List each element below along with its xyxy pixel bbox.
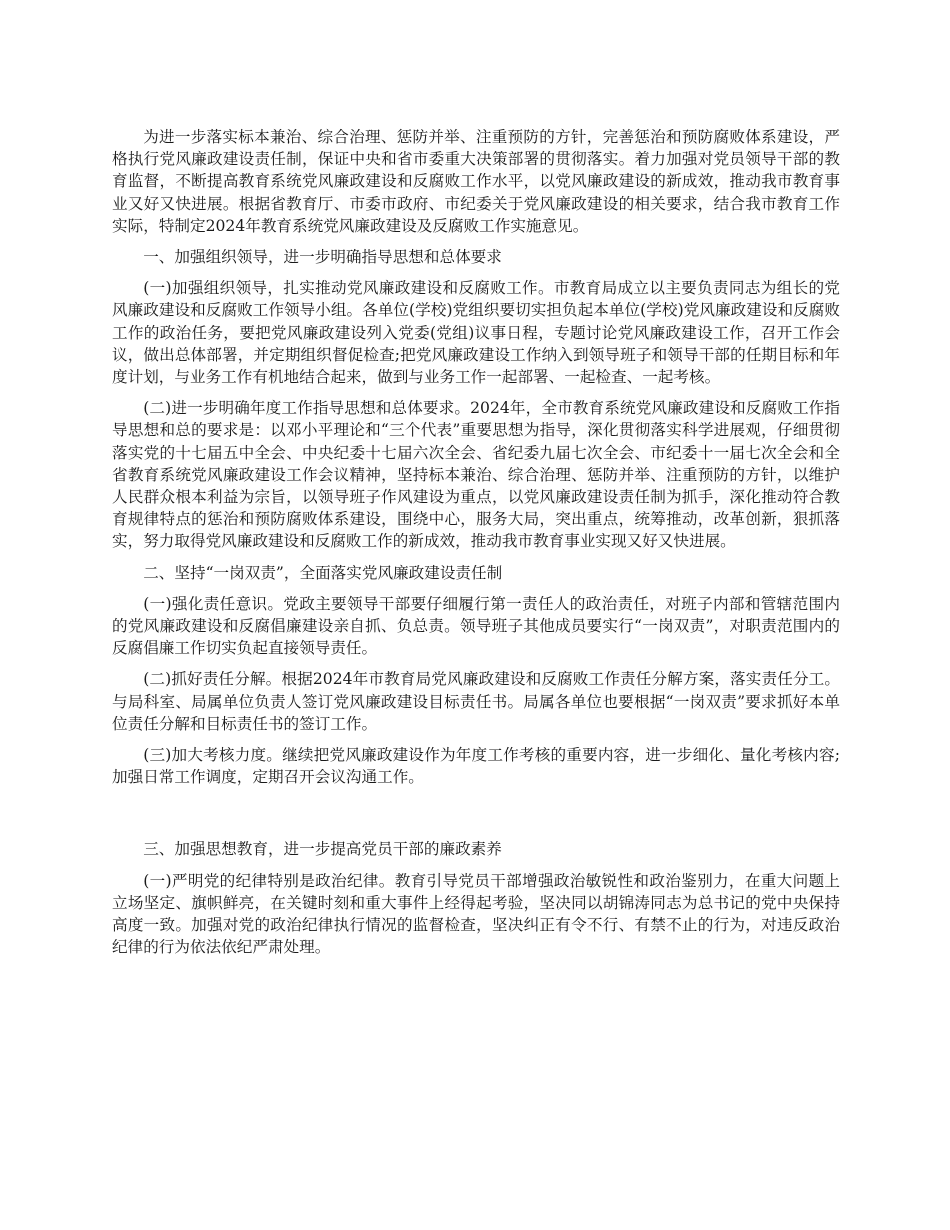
section-heading-3: 三、加强思想教育，进一步提高党员干部的廉政素养 [143,840,502,859]
paragraph-3-1: (一)严明党的纪律特别是政治纪律。教育引导党员干部增强政治敏锐性和政治鉴别力，在重大问题上立场坚定、旗帜鲜亮，在关键时刻和重大事件上经得起考验，坚决同以胡锦涛同志为总书记的党中央保持高度一致。加强对党的政治纪律执行情况的监督检查，坚决纠正有令不行、有禁不止的行为，对违反政治纪律的行为依法依纪严肃处理。 [112,871,840,957]
paragraph-1-1: (一)加强组织领导，扎实推动党风廉政建设和反腐败工作。市教育局成立以主要负责同志为组长的党风廉政建设和反腐败工作领导小组。各单位(学校)党组织要切实担负起本单位(学校)党风廉政建设和反腐败工作的政治任务，要把党风廉政建设列入党委(党组)议事日程，专题讨论党风廉政建设工作，召开工作会议，做出总体部署，并定期组织督促检查;把党风廉政建设工作纳入到领导班子和领导干部的任期目标和年度计划，与业务工作有机地结合起来，做到与业务工作一起部署、一起检查、一起考核。 [112,279,840,387]
section-heading-2: 二、坚持“一岗双责”，全面落实党风廉政建设责任制 [143,563,503,582]
section-heading-1: 一、加强组织领导，进一步明确指导思想和总体要求 [143,248,502,267]
intro-paragraph: 为进一步落实标本兼治、综合治理、惩防并举、注重预防的方针，完善惩治和预防腐败体系建设，严格执行党风廉政建设责任制，保证中央和省市委重大决策部署的贯彻落实。着力加强对党员领导干部的教育监督，不断提高教育系统党风廉政建设和反腐败工作水平，以党风廉政建设的新成效，推动我市教育事业又好又快进展。根据省教育厅、市委市政府、市纪委关于党风廉政建设的相关要求，结合我市教育工作实际，特制定2024年教育系统党风廉政建设及反腐败工作实施意见。 [112,128,840,235]
section-spacer [112,797,840,838]
document-body [112,126,840,968]
paragraph-2-2: (二)抓好责任分解。根据2024年市教育局党风廉政建设和反腐败工作责任分解方案，落实责任分工。与局科室、局属单位负责人签订党风廉政建设目标责任书。局属各单位也要根据“一岗双责”要求抓好本单位责任分解和目标责任书的签订工作。 [112,670,840,733]
paragraph-1-2: (二)进一步明确年度工作指导思想和总体要求。2024年，全市教育系统党风廉政建设和反腐败工作指导思想和总的要求是：以邓小平理论和“三个代表”重要思想为指导，深化贯彻落实科学进展观，仔细贯彻落实党的十七届五中全会、中央纪委十七届六次全会、省纪委九届七次全会、市纪委十一届七次全会和全省教育系统党风廉政建设工作会议精神，坚持标本兼治、综合治理、惩防并举、注重预防的方针，以维护人民群众根本利益为宗旨，以领导班子作风建设为重点，以党风廉政建设责任制为抓手，深化推动符合教育规律特点的惩治和预防腐败体系建设，围绕中心，服务大局，突出重点，统筹推动，改革创新，狠抓落实，努力取得党风廉政建设和反腐败工作的新成效，推动我市教育事业实现又好又快进展。 [112,399,840,551]
paragraph-2-1: (一)强化责任意识。党政主要领导干部要仔细履行第一责任人的政治责任，对班子内部和管辖范围内的党风廉政建设和反腐倡廉建设亲自抓、负总责。领导班子其他成员要实行“一岗双责”，对职责范围内的反腐倡廉工作切实负起直接领导责任。 [112,594,840,658]
paragraph-2-3: (三)加大考核力度。继续把党风廉政建设作为年度工作考核的重要内容，进一步细化、量化考核内容;加强日常工作调度，定期召开会议沟通工作。 [112,746,840,787]
